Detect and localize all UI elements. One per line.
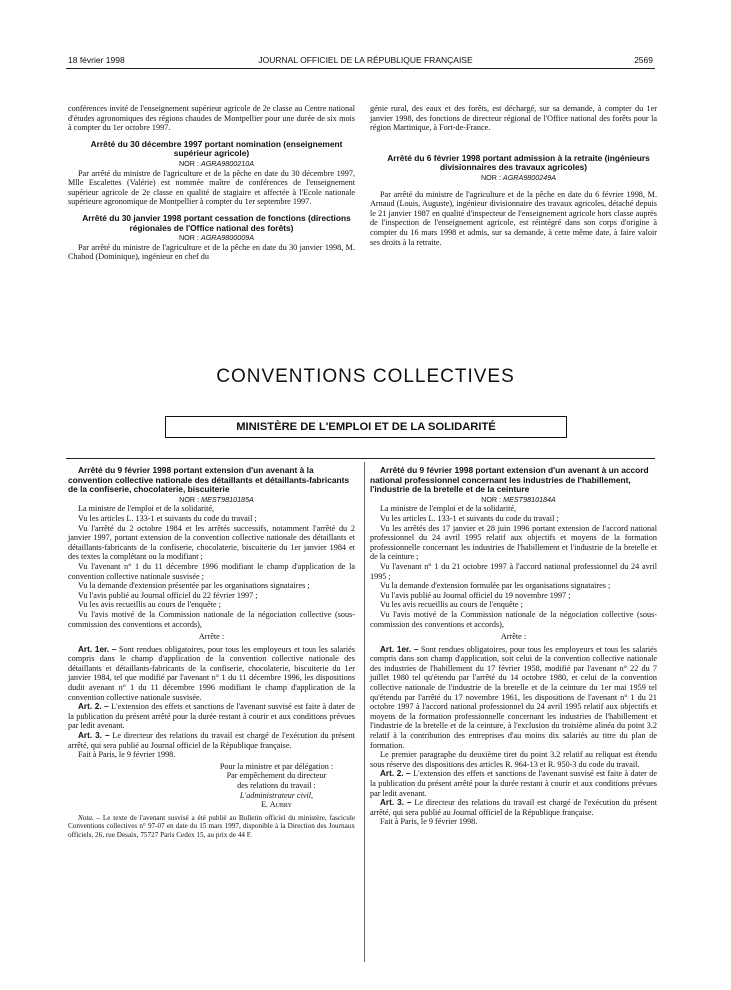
arrete-title: Arrêté du 9 février 1998 portant extension d'un avenant à la convention collective nationale des détaillants et détaillants-fabricants de la confiserie, chocolaterie, biscuiterie (68, 465, 350, 495)
arrete-heading: Arrête : (500, 632, 527, 642)
top-left-column (68, 104, 355, 262)
article-2: Art. 2. – L'extension des effets et sanctions de l'avenant susvisé est faite à dater de la publication du présent arrêté pour la durée restant à courir et aux conditions prévues par ledit avenant. (370, 769, 658, 798)
nor-reference: NOR : AGRA9800210A (178, 158, 255, 168)
paragraph: La ministre de l'emploi et de la solidarité, (380, 504, 517, 514)
arrete-title: Arrêté du 30 janvier 1998 portant cessation de fonctions (directions régionales de l'Office national des forêts) (82, 212, 351, 233)
paragraph: Vu l'avis motivé de la Commission nationale de la négociation collective (sous-commission des conventions et accords), (68, 609, 355, 629)
section-rule (66, 458, 655, 459)
arrete-body: Par arrêté du ministre de l'agriculture et de la pêche en date du 30 décembre 1997, Mlle Escalettes (Valérie) est nommée maître de conférences de l'enseignement supérieur agricole de 2e classe en qualité de stagiaire et affectée à l'Ecole nationale supérieure agronomique de Montpellier à compter du 1er septembre 1997. (68, 168, 355, 207)
signature-block: Pour la ministre et par délégation : Par empêchement du directeur des relations du travail : L'administrateur civil, E. Aubry (219, 761, 334, 810)
arrete-title: Arrêté du 6 février 1998 portant admission à la retraite (ingénieurs divisionnaires des travaux agricoles) (387, 152, 650, 173)
column-divider (364, 462, 365, 962)
paragraph: La ministre de l'emploi et de la solidarité, (78, 504, 215, 514)
paragraph: Vu les articles L. 133-1 et suivants du code du travail ; (78, 513, 257, 523)
nor-reference: NOR : AGRA9800009A (178, 233, 255, 243)
paragraph: Le premier paragraphe du deuxième tiret du point 3.2 relatif au reliquat est étendu sous réserve des dispositions des articles R. 964-13 et R. 950-3 du code du travail. (370, 750, 657, 769)
article-1: Art. 1er. – Sont rendues obligatoires, pour tous les employeurs et tous les salariés compris dans son champ d'application, soit celui de la convention collective nationale des industries de l'habillement du 17 février 1958, modifié par l'avenant n° 22 du 7 juillet 1980 tel qu'étendu par l'arrêté du 14 octobre 1980, et celui de la convention collective nationale de l'industrie de la bretelle et de la ceinture du 1er mai 1959 tel qu'étendu par l'arrêté du 17 novembre 1961, les dispositions de l'avenant n° 1 du 21 octobre 1997 à l'accord national professionnel du 24 avril 1995 relatif aux objectifs et moyens de la formation professionnelle concernant les industries de l'habillement et l'industrie de la bretelle et de la ceinture, à l'exclusion du troisième alinéa du point 3.2 relatif à la contribution des entreprises d'au moins dix salariés au titre du plan de formation. (370, 644, 657, 750)
bottom-left-column (68, 466, 355, 839)
article-2: Art. 2. – L'extension des effets et sanctions de l'avenant susvisé est faite à dater de la publication du présent arrêté pour la durée restant à courir et aux conditions prévues par ledit avenant. (68, 702, 356, 731)
arrete-body: Par arrêté du ministre de l'agriculture et de la pêche en date du 30 janvier 1998, M. Chabod (Dominique), ingénieur en chef du (68, 242, 355, 262)
header-rule (66, 68, 655, 69)
paragraph: Vu les arrêtés des 17 janvier et 28 juin 1996 portant extension de l'accord national professionnel du 24 avril 1995 relatif aux objectifs et moyens de la formation professionnelle concernant les industries de l'habillement et l'industrie de la bretelle et de la ceinture ; (370, 523, 657, 562)
paragraph: Vu les articles L. 133-1 et suivants du code du travail ; (380, 513, 559, 523)
paragraph: Vu la demande d'extension formulée par les organisations signataires ; (380, 581, 611, 591)
header-journal-title: JOURNAL OFFICIEL DE LA RÉPUBLIQUE FRANÇAISE (258, 55, 473, 65)
arrete-body: Par arrêté du ministre de l'agriculture et de la pêche en date du 6 février 1998, M. Arnaud (Louis, Auguste), ingénieur divisionnaire des travaux agricoles, détaché depuis le 21 janvier 1987 en qualité d'inspecteur de l'enseignement agricole hors classe auprès de l'inspection de l'enseignement agricole, est réintégré dans son corps d'origine à compter du 16 mars 1998 et admis, sur sa demande, à cette même date, à faire valoir ses droits à la retraite. (370, 189, 657, 247)
paragraph: Vu la demande d'extension présentée par les organisations signataires ; (78, 581, 310, 591)
paragraph: Vu l'avis publié au Journal officiel du 22 février 1997 ; (78, 590, 258, 600)
paragraph: Vu les avis recueillis au cours de l'enquête ; (380, 600, 523, 610)
header-page-number: 2569 (634, 55, 653, 65)
continuation-text: conférences invité de l'enseignement supérieur agricole de 2e classe au Centre national d'études agronomiques des régions chaudes de Montpellier pour une durée de six mois à compter du 1er octobre 1997. (68, 104, 355, 133)
nor-reference: NOR : AGRA9800249A (480, 172, 557, 182)
paragraph: Vu l'avis motivé de la Commission nationale de la négociation collective (sous-commission des conventions et accords), (370, 609, 657, 629)
top-right-column (370, 104, 657, 247)
header-date: 18 février 1998 (68, 55, 125, 65)
nor-reference: NOR : MEST9810184A (481, 494, 556, 504)
article-1: Art. 1er. – Sont rendues obligatoires, pour tous les employeurs et tous les salariés compris dans le champ d'application de la convention collective nationale des détaillants et détaillants-fabricants de la confiserie, chocolaterie, biscuiterie du 1er janvier 1984, tel que modifié par l'avenant n° 1 du 11 décembre 1996, les dispositions dudit avenant n° 1 du 11 décembre 1996 modifiant le champ d'application de la convention collective nationale susvisée. (68, 644, 355, 702)
arrete-title: Arrêté du 9 février 1998 portant extension d'un avenant à un accord national professionnel concernant les industries de l'habillement, l'industrie de la bretelle et de la ceinture (370, 465, 649, 495)
arrete-heading: Arrête : (198, 632, 225, 642)
bottom-right-column (370, 466, 657, 827)
ministry-box: MINISTÈRE DE L'EMPLOI ET DE LA SOLIDARITÉ (165, 416, 567, 438)
paragraph: Vu l'avenant n° 1 du 21 octobre 1997 à l'accord national professionnel du 24 avril 1995 ; (370, 561, 657, 581)
running-header (0, 55, 731, 69)
paragraph: Vu l'avis publié au Journal officiel du 19 novembre 1997 ; (380, 590, 571, 600)
paragraph: Vu l'avenant n° 1 du 11 décembre 1996 modifiant le champ d'application de la convention collective nationale susvisée ; (68, 561, 355, 581)
continuation-text: génie rural, des eaux et des forêts, est déchargé, sur sa demande, à compter du 1er janvier 1998, des fonctions de directeur régional de l'Office national des forêts pour la région Martinique, à Fort-de-France. (370, 104, 657, 133)
nota-text: Nota. – Le texte de l'avenant susvisé a été publié au Bulletin officiel du ministère, fascicule Conventions collectives n° 97-07 en date du 15 mars 1997, disponible à la Direction des Journaux officiels, 26, rue Desaix, 75727 Paris Cedex 15, au prix de 44 F. (68, 813, 356, 839)
section-title: CONVENTIONS COLLECTIVES (216, 366, 515, 387)
arrete-title: Arrêté du 30 décembre 1997 portant nomination (enseignement supérieur agricole) (90, 138, 343, 159)
signature-date: Fait à Paris, le 9 février 1998. (380, 817, 478, 827)
paragraph: Vu l'arrêté du 2 octobre 1984 et les arrêtés successifs, notamment l'arrêté du 2 janvier 1997, portant extension de la convention collective nationale des détaillants et détaillants-fabricants de la confiserie, chocolaterie, biscuiterie du 1er janvier 1984 et des textes la complétant ou la modifiant ; (68, 523, 355, 562)
nor-reference: NOR : MEST9810185A (179, 494, 254, 504)
article-3: Art. 3. – Le directeur des relations du travail est chargé de l'exécution du présent arrêté, qui sera publié au Journal officiel de la République française. (370, 798, 657, 817)
paragraph: Vu les avis recueillis au cours de l'enquête ; (78, 600, 221, 610)
article-3: Art. 3. – Le directeur des relations du travail est chargé de l'exécution du présent arrêté, qui sera publié au Journal officiel de la République française. (68, 731, 355, 750)
signature-date: Fait à Paris, le 9 février 1998. (78, 750, 176, 760)
